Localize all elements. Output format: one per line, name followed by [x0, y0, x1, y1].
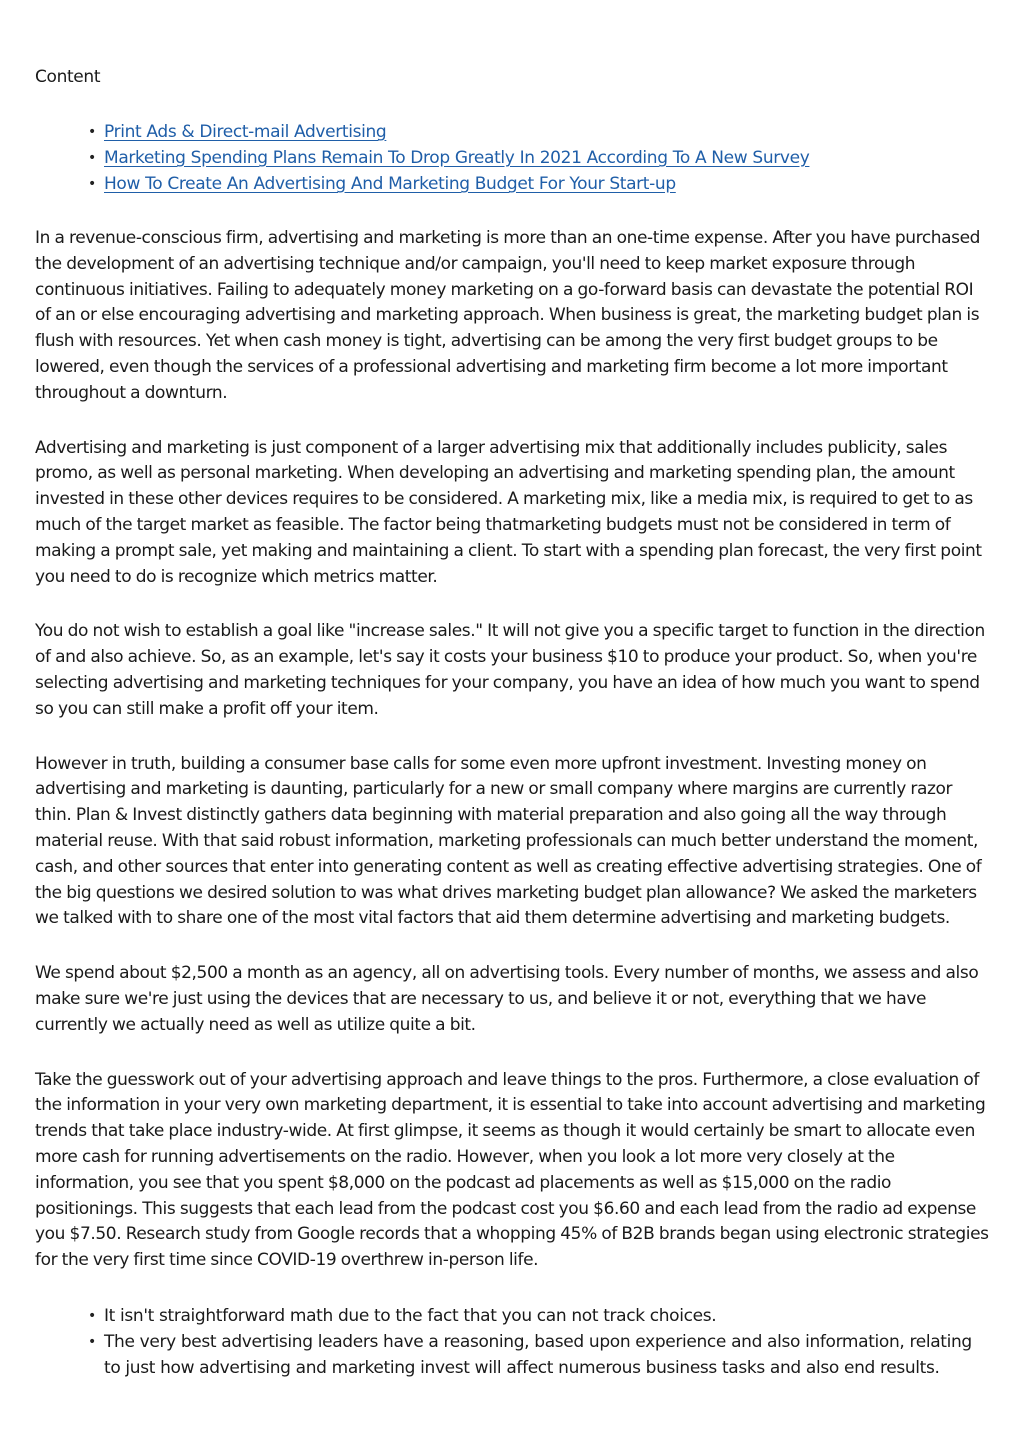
toc-link-create-budget[interactable]: How To Create An Advertising And Marketing Budget For Your Start-up [104, 174, 676, 194]
toc-item [104, 145, 990, 171]
paragraph: In a revenue-conscious firm, advertising and marketing is more than an one-time expense. After you have purchased the development of an advertising technique and/or campaign, you'll need to keep market exposure through continuous initiatives. Failing to adequately money marketing on a go-forward basis can devastate the potential ROI of an or else encouraging advertising and marketing approach. When business is great, the marketing budget plan is flush with resources. Yet when cash money is tight, advertising can be among the very first budget groups to be lowered, even though the services of a professional advertising and marketing firm become a lot more important throughout a downturn. [35, 228, 981, 403]
bullet-list [35, 1303, 990, 1381]
toc-link-print-ads[interactable]: Print Ads & Direct-mail Advertising [104, 122, 387, 142]
paragraph: We spend about $2,500 a month as an agency, all on advertising tools. Every number of months, we assess and also make sure we're just using the devices that are necessary to us, and believe it or not, everything that we have currently we actually need as well as utilize quite a bit. [35, 963, 979, 1035]
toc-link-marketing-spending-plans[interactable]: Marketing Spending Plans Remain To Drop Greatly In 2021 According To A New Survey [104, 148, 810, 168]
paragraph: Take the guesswork out of your advertising approach and leave things to the pros. Furthermore, a close evaluation of the information in your very own marketing department, it is essential to take into account advertising and marketing trends that take place industry-wide. At first glimpse, it seems as though it would certainly be smart to allocate even more cash for running advertisements on the radio. However, when you look a lot more very closely at the information, you see that you spent $8,000 on the podcast ad placements as well as $15,000 on the radio positionings. This suggests that each lead from the podcast cost you $6.60 and each lead from the radio ad expense you $7.50. Research study from Google records that a whopping 45% of B2B brands began using electronic strategies for the very first time since COVID-19 overthrew in-person life. [35, 1069, 989, 1271]
toc-item [104, 119, 990, 145]
toc-item [104, 171, 990, 197]
bullet-item: • It isn't straightforward math due to the fact that you can not track choices. [104, 1303, 990, 1329]
content-heading: Content [35, 67, 101, 87]
paragraph: You do not wish to establish a goal like "increase sales." It will not give you a specific target to function in the direction of and also achieve. So, as an example, let's say it costs your business $10 to produce your product. So, when you're selecting advertising and marketing techniques for your company, you have an idea of how much you want to spend so you can still make a profit off your item. [35, 621, 985, 719]
table-of-contents [35, 119, 990, 197]
bullet-item: • The very best advertising leaders have a reasoning, based upon experience and also information, relating to just how advertising and marketing invest will affect numerous business tasks and also end results. [104, 1329, 990, 1381]
paragraph: However in truth, building a consumer base calls for some even more upfront investment. Investing money on advertising and marketing is daunting, particularly for a new or small company where margins are currently razor thin. Plan & Invest distinctly gathers data beginning with material preparation and also going all the way through material reuse. With that said robust information, marketing professionals can much better understand the moment, cash, and other sources that enter into generating content as well as creating effective advertising strategies. One of the big questions we desired solution to was what drives marketing budget plan allowance? We asked the marketers we talked with to share one of the most vital factors that aid them determine advertising and marketing budgets. [35, 753, 982, 929]
paragraph: Advertising and marketing is just component of a larger advertising mix that additionally includes publicity, sales promo, as well as personal marketing. When developing an advertising and marketing spending plan, the amount invested in these other devices requires to be considered. A marketing mix, like a media mix, is required to get to as much of the target market as feasible. The factor being thatmarketing budgets must not be considered in term of making a prompt sale, yet making and maintaining a client. To start with a spending plan forecast, the very first point you need to do is recognize which metrics matter. [35, 437, 982, 587]
